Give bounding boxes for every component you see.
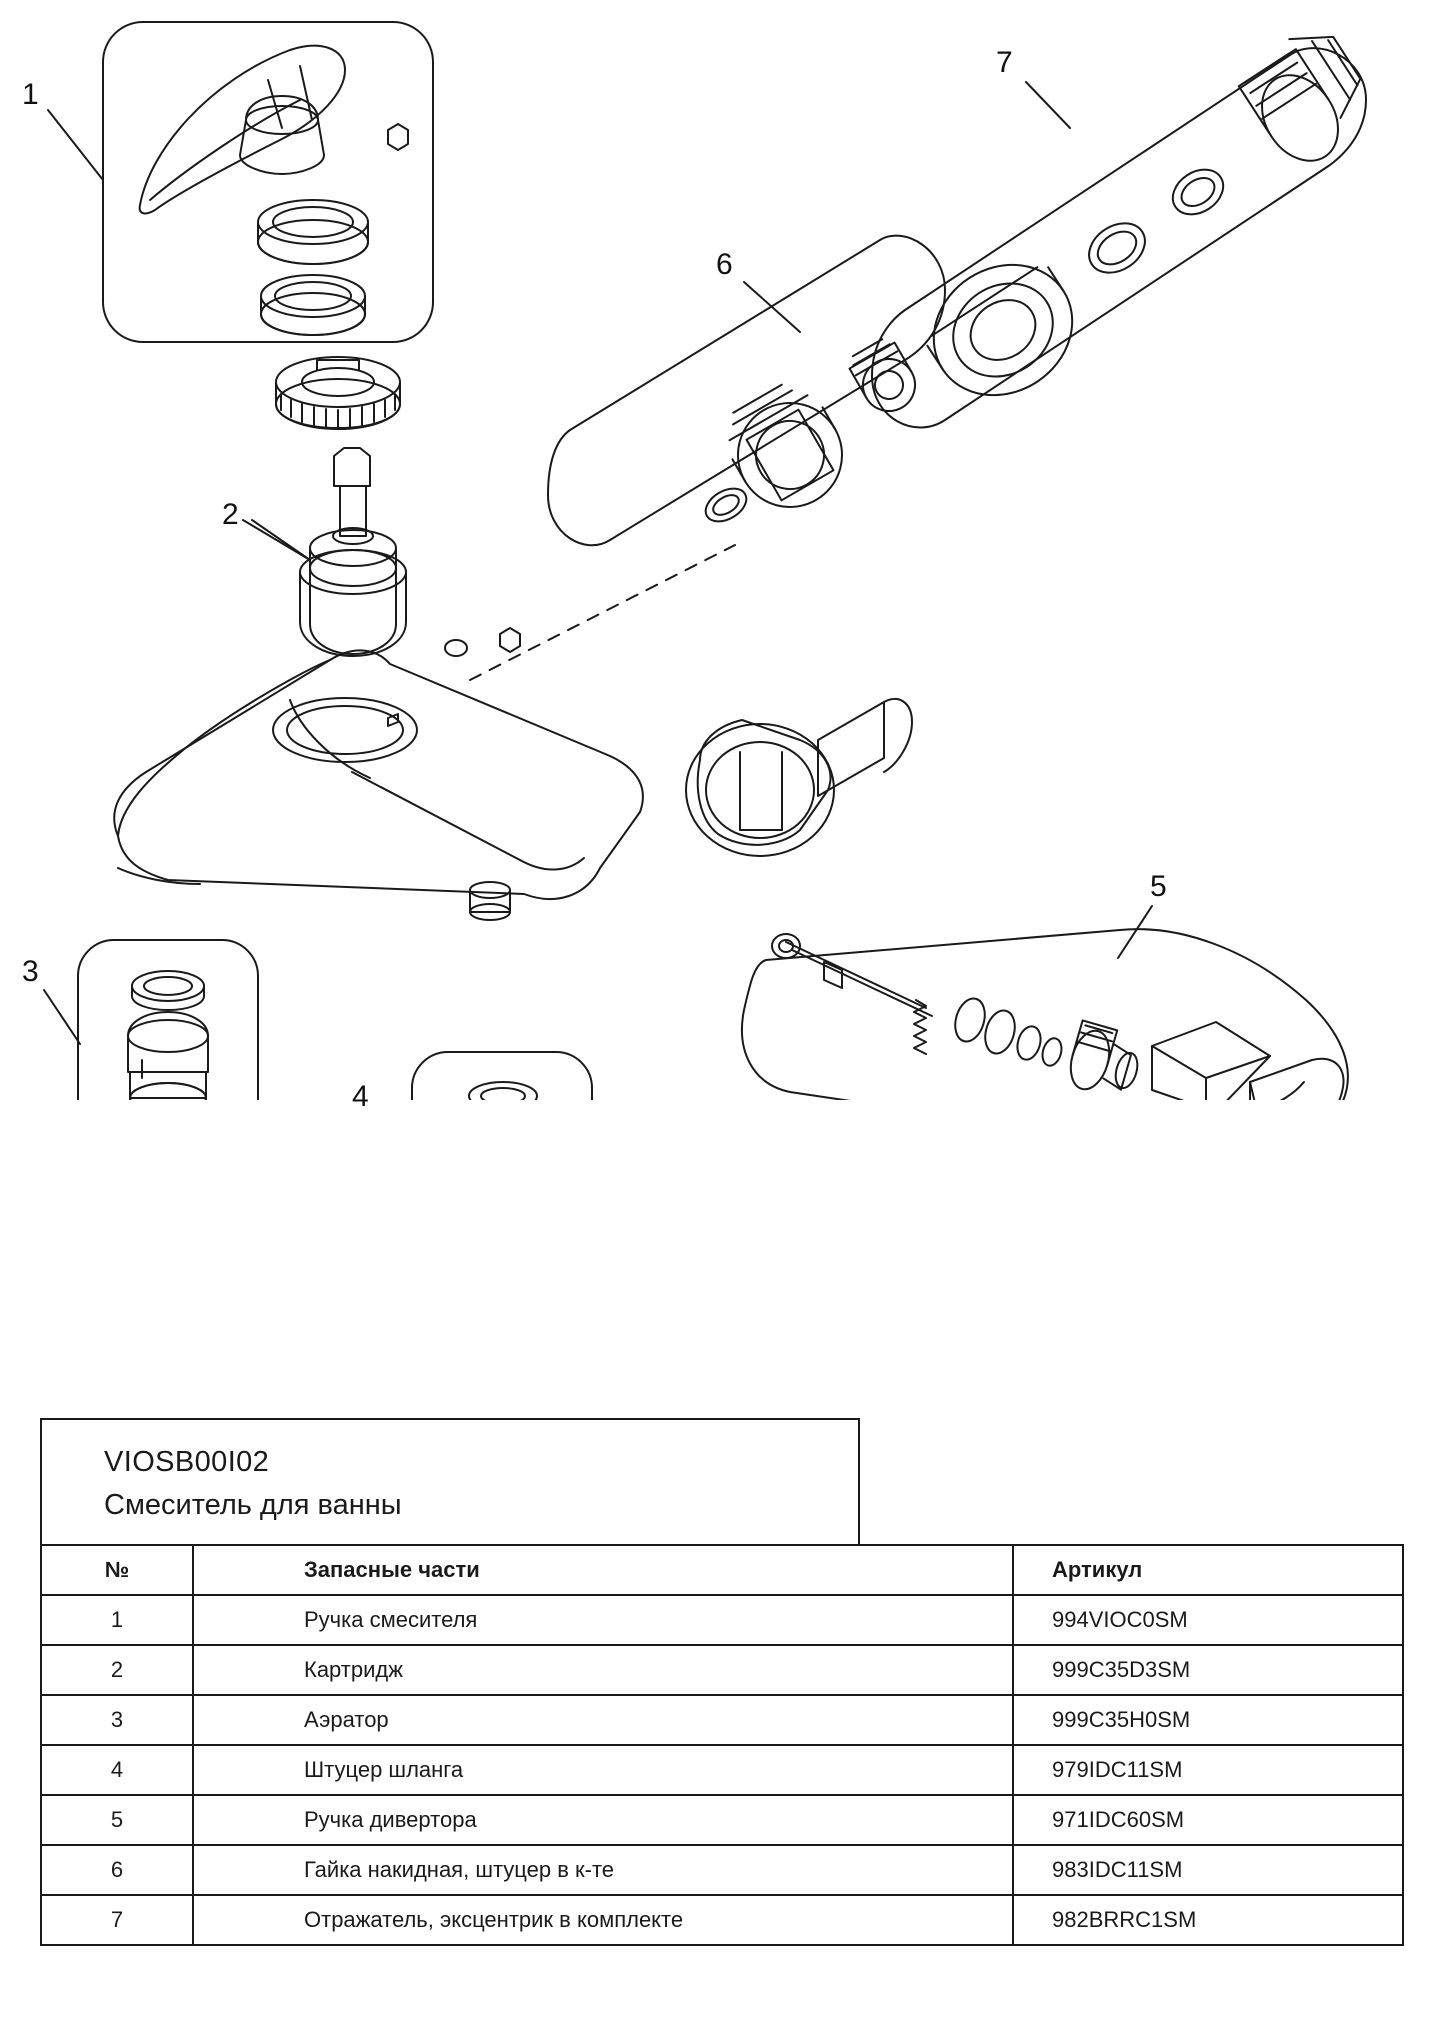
- cell-article: 979IDC11SM: [1013, 1745, 1403, 1795]
- cell-part: Штуцер шланга: [193, 1745, 1013, 1795]
- parts-info-block: [40, 1418, 1400, 1946]
- group-5-panel: [742, 929, 1348, 1100]
- callout-2: 2: [222, 498, 239, 531]
- knurled-collar: [276, 357, 400, 429]
- table-row: [41, 1745, 1403, 1795]
- callout-5: 5: [1150, 870, 1167, 903]
- cartridge-part: [300, 448, 406, 656]
- callout-7: 7: [996, 46, 1013, 79]
- cell-part: Ручка дивертора: [193, 1795, 1013, 1845]
- cell-article: 982BRRC1SM: [1013, 1895, 1403, 1945]
- cell-part: Картридж: [193, 1645, 1013, 1695]
- leader-lines: [44, 82, 1152, 1100]
- cell-part: Ручка смесителя: [193, 1595, 1013, 1645]
- cell-number: 5: [41, 1795, 193, 1845]
- group-7-panel: [872, 18, 1385, 427]
- cell-article: 999C35H0SM: [1013, 1695, 1403, 1745]
- callout-4: 4: [352, 1080, 369, 1113]
- cell-number: 7: [41, 1895, 193, 1945]
- group-4-panel: [412, 1052, 592, 1100]
- callout-6: 6: [716, 248, 733, 281]
- product-code: VIOSB00I02: [104, 1446, 270, 1478]
- group-6-panel: [548, 236, 945, 546]
- product-subtitle: Смеситель для ванны: [104, 1489, 402, 1521]
- cell-article: 999C35D3SM: [1013, 1645, 1403, 1695]
- table-row: [41, 1645, 1403, 1695]
- cell-number: 6: [41, 1845, 193, 1895]
- parts-table: [40, 1544, 1404, 1946]
- header-part: Запасные части: [193, 1545, 1013, 1595]
- cell-part: Аэратор: [193, 1695, 1013, 1745]
- group-3-panel: [78, 940, 258, 1100]
- cell-part: Отражатель, эксцентрик в комплекте: [193, 1895, 1013, 1945]
- cell-number: 1: [41, 1595, 193, 1645]
- cell-number: 3: [41, 1695, 193, 1745]
- callout-1: 1: [22, 78, 39, 111]
- mixer-body: [114, 628, 912, 920]
- header-article: Артикул: [1013, 1545, 1403, 1595]
- cell-article: 971IDC60SM: [1013, 1795, 1403, 1845]
- table-row: [41, 1695, 1403, 1745]
- header-number: №: [41, 1545, 193, 1595]
- table-row: [41, 1895, 1403, 1945]
- cell-part: Гайка накидная, штуцер в к-те: [193, 1845, 1013, 1895]
- table-row: [41, 1845, 1403, 1895]
- product-title-box: [40, 1418, 860, 1544]
- table-row: [41, 1595, 1403, 1645]
- cell-number: 4: [41, 1745, 193, 1795]
- cell-number: 2: [41, 1645, 193, 1695]
- cell-article: 983IDC11SM: [1013, 1845, 1403, 1895]
- callout-3: 3: [22, 955, 39, 988]
- group-1-panel: [103, 22, 433, 342]
- table-row: [41, 1795, 1403, 1845]
- table-header-row: [41, 1545, 1403, 1595]
- cell-article: 994VIOC0SM: [1013, 1595, 1403, 1645]
